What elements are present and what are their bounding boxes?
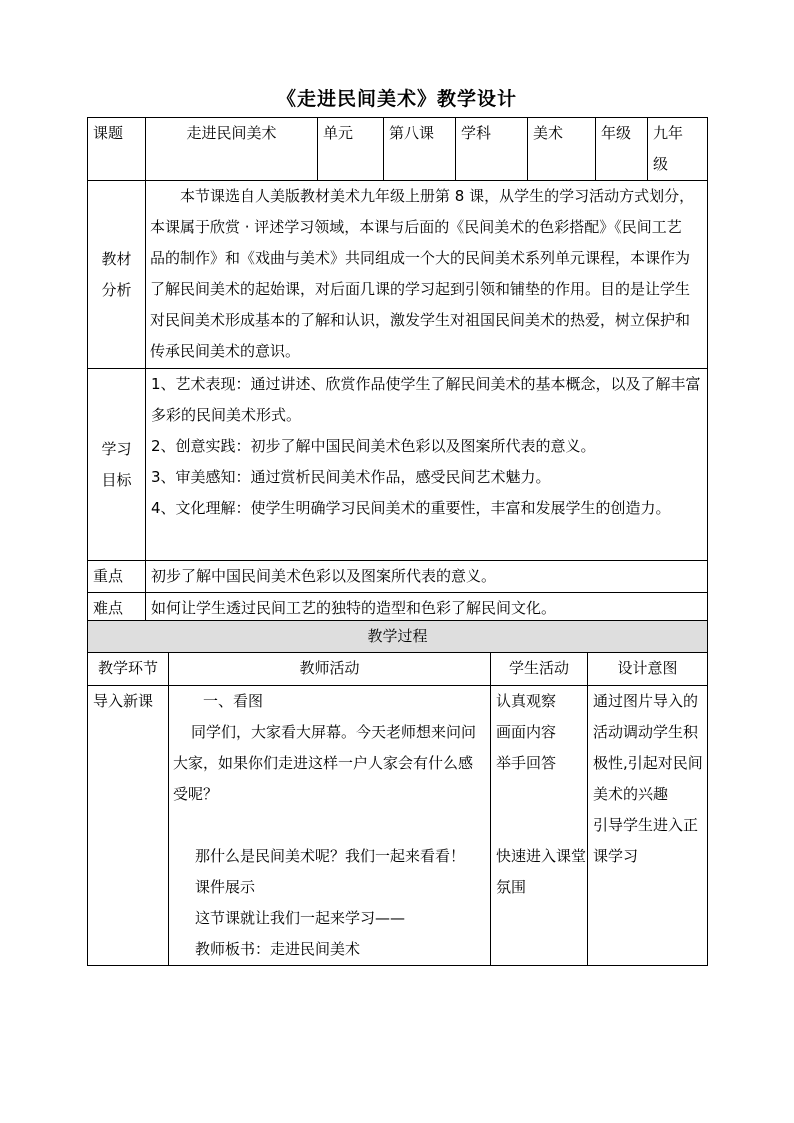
material-label-1: 教材: [101, 249, 132, 268]
goal-item: 1、艺术表现：通过讲述、欣赏作品使学生了解民间美术的基本概念，以及了解丰富多彩的民间美术形式。: [151, 375, 701, 424]
teacher-p3: 那什么是民间美术呢？我们一起来看看！: [195, 847, 466, 865]
subject-label: 学科: [456, 118, 528, 181]
material-text: 本节课选自人美版教材美术九年级上册第 8 课，从学生的学习活动方式划分，本课属于欣赏 · 评述学习领域，本课与后面的《民间美术的色彩搭配》《民间工艺 品的制作》和《戏曲与美术》共同组成一个大的民间美术系列单元课程，本课作为了解民间美术的起始课，对后面几课的学习起到引领和铺垫的作用。目的是让学生对民间美术形成基本的了解和认识，激发学生对祖国民间美术的热爱，树立保护和传承民间美术的意识。: [146, 181, 708, 369]
process-columns-row: [88, 653, 708, 686]
material-row: [88, 181, 708, 369]
goals-list: [146, 369, 708, 561]
student-l2: 画面内容: [496, 723, 557, 741]
stage-cell: 导入新课: [88, 686, 169, 966]
teacher-p4: 课件展示: [195, 878, 256, 896]
key-point-label: 重点: [88, 561, 146, 593]
grade-label: 年级: [596, 118, 648, 181]
unit-label: 单元: [318, 118, 384, 181]
intent-p1: 通过图片导入的活动调动学生积极性,引起对民间美术的兴趣: [593, 692, 703, 803]
student-l4: 快速进入课堂氛围: [496, 847, 587, 896]
teacher-p1: 一、看图: [203, 692, 264, 710]
process-heading: 教学过程: [88, 621, 708, 653]
teacher-p5: 这节课就让我们一起来学习——: [195, 909, 406, 927]
intent-p2: 引导学生进入正课学习: [593, 816, 699, 865]
student-l1: 认真观察: [496, 692, 557, 710]
key-point-row: [88, 561, 708, 593]
column-header-intent: 设计意图: [588, 653, 708, 686]
subject-value: 美术: [528, 118, 596, 181]
goal-item: 4、文化理解：使学生明确学习民间美术的重要性，丰富和发展学生的创造力。: [151, 499, 671, 517]
grade-value-line-1: 九年: [653, 124, 684, 142]
process-heading-row: [88, 621, 708, 653]
difficulty-text: 如何让学生透过民间工艺的独特的造型和色彩了解民间文化。: [146, 593, 708, 625]
material-label: [88, 181, 146, 369]
info-table: [87, 117, 708, 625]
grade-value-line-2: 级: [653, 155, 669, 173]
column-header-teacher: 教师活动: [169, 653, 491, 686]
key-point-text: 初步了解中国民间美术色彩以及图案所代表的意义。: [146, 561, 708, 593]
teacher-activity-cell: [169, 686, 491, 966]
column-header-stage: 教学环节: [88, 653, 169, 686]
course-row: [88, 118, 708, 181]
goals-label: [88, 369, 146, 561]
student-l3: 举手回答: [496, 754, 557, 772]
intent-cell: [588, 686, 708, 966]
goals-label-1: 学习: [101, 439, 132, 458]
material-label-2: 分析: [101, 280, 132, 299]
teacher-p2: 同学们，大家看大屏幕。今天老师想来问问大家，如果你们走进这样一户人家会有什么感受呢？: [173, 723, 477, 803]
goal-item: 2、创意实践：初步了解中国民间美术色彩以及图案所代表的意义。: [151, 437, 596, 455]
unit-value: 第八课: [384, 118, 456, 181]
goal-item: 3、审美感知：通过赏析民间美术作品，感受民间艺术魅力。: [151, 468, 551, 486]
grade-value: [648, 118, 708, 181]
goals-row: [88, 369, 708, 561]
spacer: [173, 810, 484, 841]
process-table: [87, 620, 708, 966]
column-header-student: 学生活动: [491, 653, 588, 686]
process-row: [88, 686, 708, 966]
student-activity-cell: [491, 686, 588, 966]
document-title: 《走进民间美术》教学设计: [276, 88, 517, 110]
teacher-p6: 教师板书：走进民间美术: [195, 940, 361, 958]
course-label: 课题: [88, 118, 146, 181]
goals-label-2: 目标: [101, 470, 132, 489]
difficulty-label: 难点: [88, 593, 146, 625]
spacer: [496, 779, 587, 841]
course-value: 走进民间美术: [146, 118, 318, 181]
